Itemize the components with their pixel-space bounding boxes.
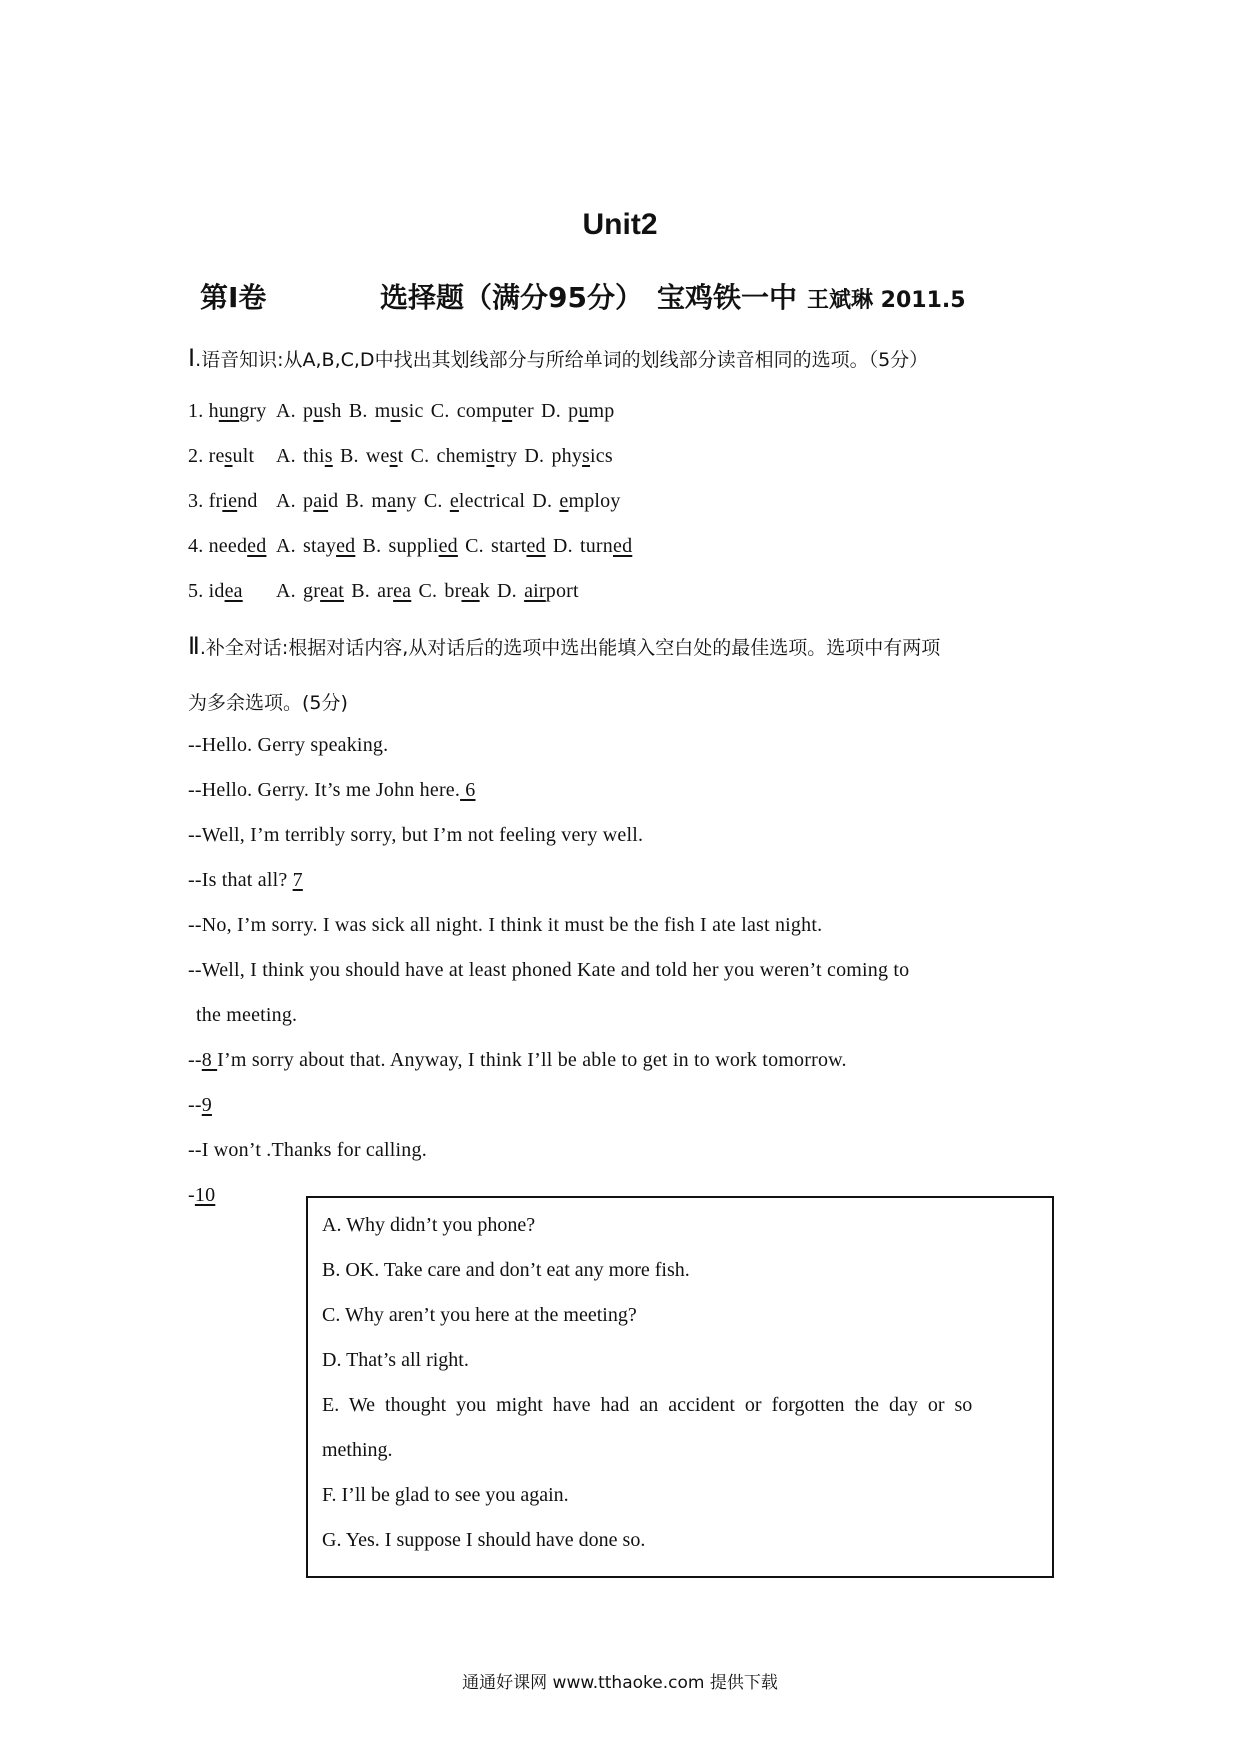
question-word: 3. friend (188, 490, 258, 512)
answer-option: B. many (338, 490, 417, 512)
question-2 (188, 445, 613, 468)
school-name: 宝鸡铁一中 (656, 281, 797, 314)
question-word: 4. needed (188, 535, 267, 557)
question-3 (188, 490, 621, 513)
question-word: 1. hungry (188, 400, 267, 422)
question-options (276, 400, 614, 422)
answer-option: A. paid (276, 490, 339, 512)
question-5 (188, 580, 579, 603)
answer-option: A. this (276, 445, 333, 467)
answer-option: C. started (457, 535, 546, 557)
option-a: A. Why didn’t you phone? (322, 1214, 536, 1236)
option-e-cont: mething. (322, 1439, 393, 1461)
dialogue-line-1: --Hello. Gerry speaking. (188, 734, 389, 756)
option-f: F. I’ll be glad to see you again. (322, 1484, 569, 1506)
page-title: Unit2 (582, 208, 658, 241)
dialogue-line-8: --9 (188, 1094, 212, 1116)
question-options (276, 535, 632, 557)
option-d: D. That’s all right. (322, 1349, 469, 1371)
answer-option: A. stayed (276, 535, 356, 557)
section-2-number: Ⅱ (188, 634, 200, 660)
answer-option: A. push (276, 400, 342, 422)
answer-option: D. pump (533, 400, 615, 422)
question-options (276, 580, 579, 602)
answer-option: B. area (344, 580, 412, 602)
question-4 (188, 535, 632, 558)
section-1-instruction: .语音知识:从A,B,C,D中找出其划线部分与所给单词的划线部分读音相同的选项。（5分） (195, 349, 929, 371)
dialogue-line-5: --No, I’m sorry. I was sick all night. I think it must be the fish I ate last night. (188, 914, 823, 936)
question-word: 5. idea (188, 580, 243, 602)
answer-option: D. airport (489, 580, 579, 602)
answer-option: D. employ (525, 490, 621, 512)
section-1-number: Ⅰ (188, 346, 196, 372)
dialogue-line-6-cont: the meeting. (196, 1004, 298, 1026)
answer-option: C. chemistry (403, 445, 518, 467)
volume-label: 第Ⅰ卷 (200, 281, 267, 314)
dialogue-line-3: --Well, I’m terribly sorry, but I’m not feeling very well. (188, 824, 644, 846)
answer-option: C. electrical (416, 490, 526, 512)
question-word: 2. result (188, 445, 255, 467)
footer-credit: 通通好课网 www.tthaoke.com 提供下载 (462, 1673, 778, 1693)
blank-6: 6 (460, 779, 476, 801)
option-g: G. Yes. I suppose I should have done so. (322, 1529, 646, 1551)
option-c: C. Why aren’t you here at the meeting? (322, 1304, 637, 1326)
answer-option: D. physics (517, 445, 613, 467)
blank-10: 10 (194, 1184, 216, 1206)
section-2-heading-cont: 为多余选项。(5分) (188, 692, 348, 714)
section-type: 选择题（满分95分） (380, 281, 643, 314)
blank-9: 9 (201, 1094, 212, 1116)
section-1-heading (188, 344, 928, 373)
option-e: E. We thought you might have had an accident or forgotten the day or so (322, 1394, 973, 1416)
answer-option: A. great (276, 580, 345, 602)
paper-header (200, 276, 1100, 316)
answer-option: C. computer (423, 400, 534, 422)
option-b: B. OK. Take care and don’t eat any more fish. (322, 1259, 690, 1281)
dialogue-line-7: --8 I’m sorry about that. Anyway, I think I’ll be able to get in to work tomorrow. (188, 1049, 847, 1071)
section-2-instruction: .补全对话:根据对话内容,从对话后的选项中选出能填入空白处的最佳选项。选项中有两项 (199, 637, 941, 659)
options-box (306, 1196, 1054, 1578)
question-1 (188, 400, 614, 423)
dialogue-line-2: --Hello. Gerry. It’s me John here. 6 (188, 779, 476, 801)
dialogue-line-9: --I won’t .Thanks for calling. (188, 1139, 427, 1161)
dialogue-line-10: -10 (188, 1184, 216, 1206)
question-options (276, 490, 621, 512)
section-2-heading (188, 632, 940, 661)
answer-option: C. break (411, 580, 490, 602)
answer-option: B. supplied (355, 535, 458, 557)
answer-option: D. turned (545, 535, 633, 557)
blank-7: 7 (292, 869, 303, 891)
answer-option: B. music (341, 400, 424, 422)
question-options (276, 445, 613, 467)
dialogue-line-4: --Is that all? 7 (188, 869, 303, 891)
answer-option: B. west (332, 445, 404, 467)
dialogue-line-6: --Well, I think you should have at least phoned Kate and told her you weren’t coming to (188, 959, 910, 981)
author-date: 王斌琳 2011.5 (806, 288, 966, 313)
blank-8: 8 (201, 1049, 218, 1071)
